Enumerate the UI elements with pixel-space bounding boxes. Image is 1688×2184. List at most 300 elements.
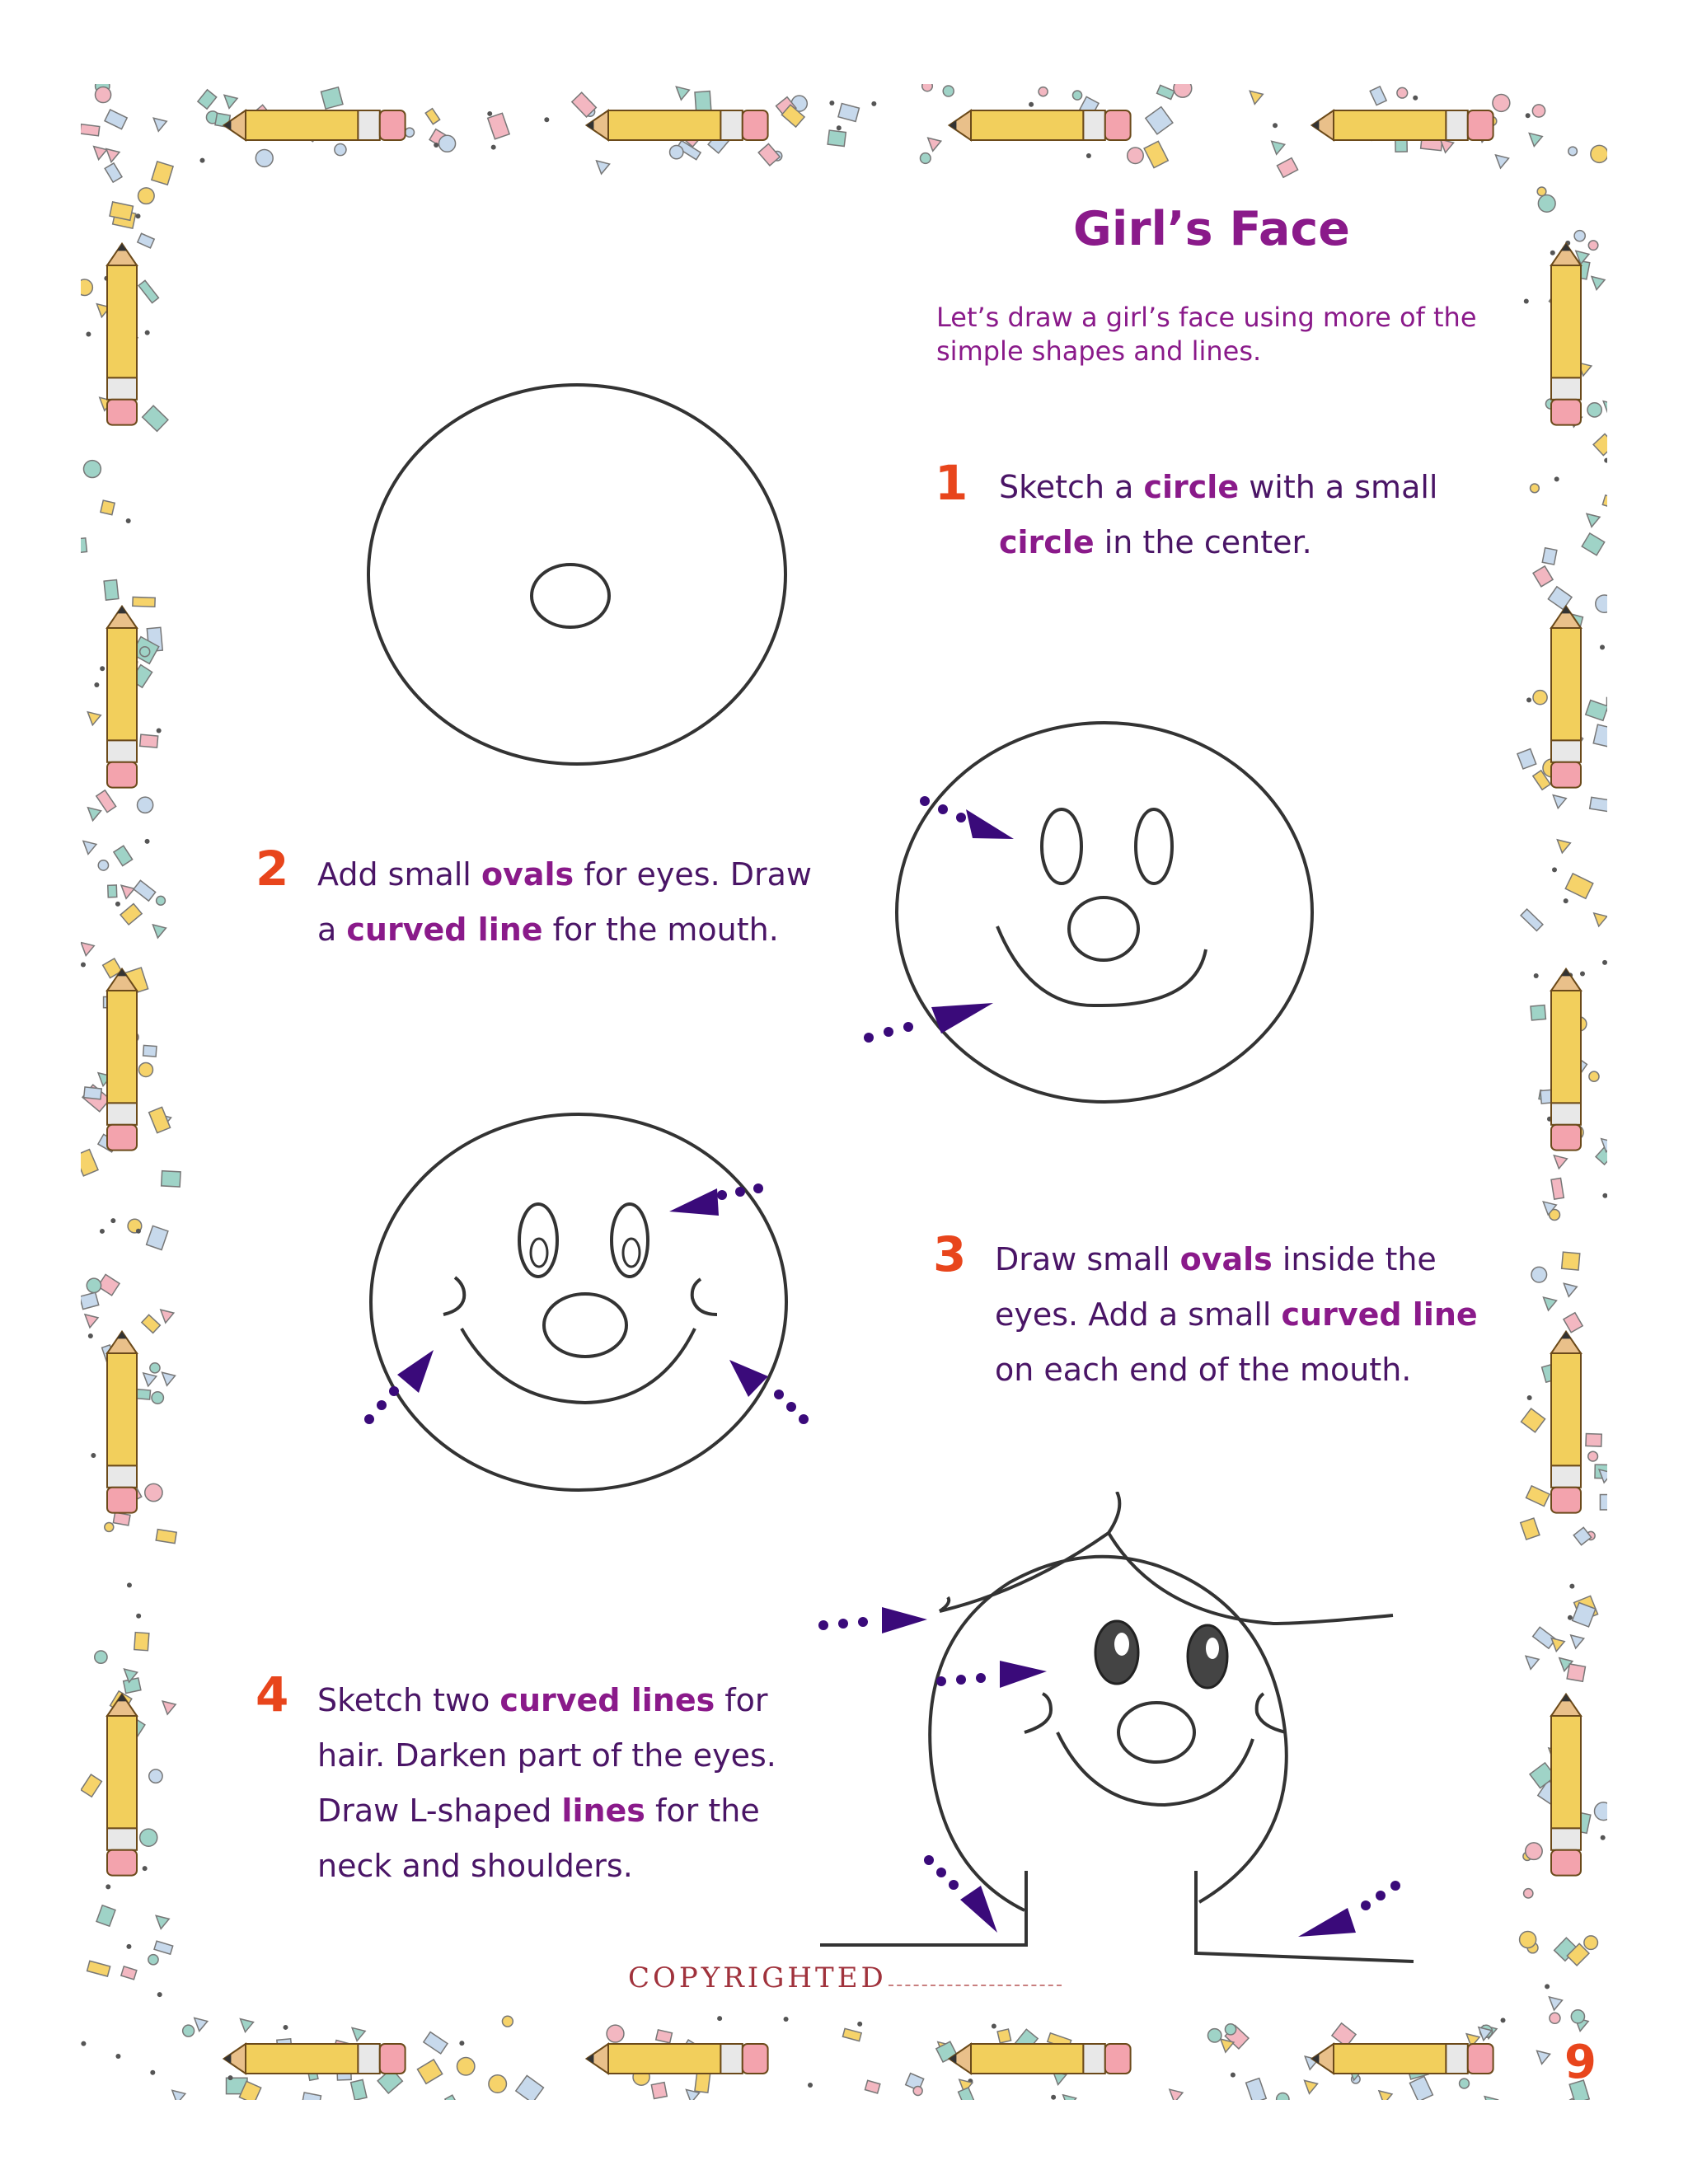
confetti-piece [321, 87, 342, 109]
confetti-piece [1532, 105, 1545, 117]
confetti-piece [1441, 139, 1454, 152]
confetti-piece [1531, 484, 1540, 493]
text-run: for the [645, 1793, 760, 1829]
confetti-piece [1533, 566, 1553, 587]
text-run: neck and shoulders. [317, 1848, 633, 1884]
step-1-number: 1 [935, 455, 968, 511]
confetti-piece [1063, 2095, 1076, 2100]
confetti-piece [120, 904, 142, 925]
right-pupil-oval [623, 1239, 640, 1267]
confetti-piece [1565, 874, 1593, 898]
pencil-icon [1312, 110, 1493, 140]
confetti-dot [1601, 1835, 1606, 1840]
confetti-piece [1587, 403, 1601, 417]
confetti-piece [152, 1392, 163, 1404]
confetti-piece [1551, 1179, 1564, 1200]
confetti-piece [143, 1373, 157, 1386]
confetti-piece [121, 885, 134, 898]
arrow-to-right-shoulder [1298, 1881, 1400, 1937]
confetti-dot [992, 2024, 996, 2029]
confetti-dot [88, 1333, 93, 1338]
confetti-piece [1246, 2079, 1267, 2100]
confetti-piece [997, 2029, 1010, 2043]
confetti-dot [1600, 644, 1605, 649]
confetti-piece [758, 143, 780, 165]
step-1-drawing [354, 375, 799, 779]
confetti-dot [1501, 2018, 1506, 2022]
confetti-piece [87, 1278, 101, 1292]
confetti-dot [491, 145, 496, 150]
confetti-piece [110, 202, 133, 220]
confetti-dot [487, 111, 492, 116]
confetti-piece [502, 2016, 513, 2027]
confetti-piece [142, 1315, 160, 1333]
confetti-piece [106, 149, 120, 162]
confetti-piece [1594, 913, 1607, 926]
confetti-piece [302, 2093, 321, 2100]
confetti-dot [136, 1614, 141, 1619]
confetti-dot [1564, 898, 1568, 903]
confetti-dot [199, 158, 204, 163]
confetti-piece [145, 1483, 162, 1501]
confetti-piece [113, 1512, 130, 1526]
confetti-piece [149, 1107, 171, 1132]
left-eye-oval [1042, 809, 1081, 883]
confetti-piece [489, 2075, 507, 2093]
step-2-text [317, 847, 812, 958]
confetti-piece [1520, 1931, 1536, 1947]
confetti-dot [126, 1944, 131, 1949]
confetti-piece [138, 233, 154, 248]
confetti-piece [1600, 1495, 1607, 1510]
confetti-dot [1550, 251, 1555, 255]
confetti-piece [1586, 701, 1607, 721]
confetti-piece [81, 279, 92, 296]
step-4-line-2 [317, 1728, 776, 1783]
confetti-piece [488, 113, 509, 138]
confetti-dot [86, 332, 91, 337]
step-2-drawing [849, 710, 1352, 1106]
confetti-piece [1582, 533, 1604, 555]
confetti-piece [1568, 147, 1578, 156]
text-run: Sketch two [317, 1682, 500, 1718]
arrow-to-left-shoulder [924, 1855, 997, 1933]
confetti-dot [1231, 2073, 1236, 2078]
confetti-piece [445, 2095, 459, 2100]
confetti-piece [143, 1045, 157, 1057]
confetti-piece [1207, 2029, 1221, 2042]
confetti-piece [1529, 134, 1542, 147]
confetti-piece [457, 2058, 474, 2075]
step-4-line-3 [317, 1783, 776, 1839]
confetti-piece [1397, 87, 1408, 98]
text-run: Sketch a [999, 469, 1144, 505]
pencil-icon [224, 2044, 406, 2074]
intro-text: Let’s draw a girl’s face using more of the simple shapes and lines. [936, 302, 1477, 367]
step-3-line-2 [995, 1287, 1478, 1343]
confetti-piece [224, 95, 237, 108]
pencil-icon [1551, 607, 1581, 788]
confetti-dot [143, 1866, 148, 1871]
confetti-dot [126, 518, 131, 523]
text-run: for the mouth. [542, 912, 779, 948]
confetti-dot [459, 2041, 464, 2046]
pencil-icon [107, 607, 137, 788]
confetti-dot [150, 2070, 155, 2075]
step-1-line-2 [999, 515, 1437, 570]
confetti-piece [1549, 1997, 1562, 2010]
confetti-piece [152, 925, 166, 938]
confetti-piece [81, 538, 87, 553]
confetti-piece [96, 790, 116, 813]
confetti-piece [1370, 87, 1386, 105]
emphasis-term: circle [1143, 469, 1240, 505]
neck-shoulder-left [820, 1871, 1026, 1945]
confetti-piece [81, 1774, 101, 1797]
confetti-piece [1526, 1843, 1542, 1859]
confetti-piece [157, 896, 166, 905]
pencil-icon [1551, 969, 1581, 1151]
confetti-dot [837, 125, 842, 130]
pencil-icon [1312, 2044, 1493, 2074]
text-run: for [715, 1682, 768, 1718]
head-circle [897, 723, 1312, 1102]
confetti-piece [1590, 797, 1607, 812]
arrow-to-left-mouth-end [364, 1350, 434, 1424]
confetti-piece [1174, 84, 1192, 97]
confetti-piece [828, 130, 846, 146]
confetti-piece [156, 1915, 169, 1929]
confetti-piece [1531, 1005, 1545, 1020]
confetti-piece [1526, 1486, 1550, 1507]
confetti-piece [133, 597, 155, 607]
confetti-piece [152, 162, 173, 185]
confetti-piece [1544, 1297, 1557, 1310]
confetti-dot [135, 213, 140, 218]
confetti-piece [83, 841, 96, 854]
arrow-to-eyes [936, 1661, 1047, 1688]
confetti-piece [95, 1651, 107, 1663]
confetti-dot [1602, 1193, 1607, 1198]
confetti-piece [256, 149, 273, 166]
confetti-piece [1573, 1527, 1591, 1544]
confetti-piece [1517, 749, 1536, 769]
confetti-piece [1567, 1664, 1585, 1681]
confetti-piece [405, 128, 414, 137]
confetti-piece [121, 1966, 137, 1980]
confetti-piece [149, 1769, 162, 1783]
text-run: with a small [1239, 469, 1438, 505]
text-run: hair. Darken part of the eyes. [317, 1737, 776, 1774]
text-run: Draw L-shaped [317, 1793, 562, 1829]
confetti-dot [145, 330, 150, 335]
confetti-piece [1484, 2097, 1498, 2100]
confetti-dot [1524, 298, 1529, 303]
confetti-piece [1593, 724, 1607, 748]
confetti-piece [241, 2019, 254, 2032]
step-4-text [317, 1673, 776, 1894]
pencil-icon [587, 2044, 768, 2074]
confetti-piece [96, 1905, 115, 1926]
confetti-dot [784, 2017, 789, 2022]
confetti-piece [162, 1171, 181, 1187]
text-run: for eyes. Draw [574, 856, 812, 893]
confetti-piece [1072, 91, 1081, 100]
confetti-dot [115, 902, 120, 907]
confetti-dot [127, 1582, 132, 1587]
confetti-dot [1604, 458, 1607, 463]
confetti-piece [81, 1292, 99, 1309]
confetti-piece [1225, 2024, 1236, 2035]
confetti-dot [1413, 96, 1418, 101]
arrow-to-mouth [864, 1003, 993, 1043]
confetti-piece [1039, 87, 1048, 96]
confetti-piece [1538, 195, 1555, 213]
confetti-piece [138, 797, 153, 813]
confetti-piece [140, 734, 158, 748]
confetti-piece [138, 1062, 152, 1076]
confetti-dot [1534, 973, 1539, 978]
step-2-line-1 [317, 847, 812, 902]
right-mouth-end [692, 1279, 717, 1315]
confetti-piece [147, 1226, 168, 1249]
confetti-dot [1569, 1584, 1574, 1589]
copyright-underline [889, 1985, 1062, 1986]
step-3-number: 3 [933, 1226, 967, 1282]
confetti-piece [1553, 795, 1566, 808]
confetti-piece [1574, 231, 1585, 241]
right-eye-highlight [1206, 1638, 1219, 1659]
confetti-dot [871, 101, 876, 106]
confetti-piece [335, 144, 346, 156]
step-1-text [999, 460, 1437, 570]
confetti-dot [717, 2016, 722, 2021]
left-eye-highlight [1114, 1633, 1129, 1656]
step-3-drawing [354, 1113, 816, 1525]
confetti-piece [96, 87, 111, 102]
confetti-piece [1146, 107, 1173, 134]
confetti-dot [136, 1229, 141, 1234]
confetti-piece [104, 580, 119, 601]
confetti-piece [695, 91, 711, 112]
confetti-piece [124, 1678, 141, 1693]
confetti-piece [1522, 1408, 1545, 1432]
confetti-piece [597, 161, 610, 174]
confetti-piece [1170, 2089, 1183, 2100]
confetti-piece [1592, 277, 1605, 290]
left-pupil-oval [531, 1239, 547, 1267]
confetti-dot [829, 101, 834, 105]
confetti-piece [88, 808, 101, 821]
confetti-piece [842, 2028, 861, 2041]
emphasis-term: ovals [481, 856, 574, 893]
confetti-dot [1545, 1984, 1550, 1989]
confetti-dot [1273, 123, 1278, 128]
confetti-piece [516, 2075, 544, 2100]
confetti-piece [1571, 1635, 1584, 1648]
confetti-piece [161, 1310, 174, 1323]
confetti-piece [352, 2027, 365, 2041]
confetti-piece [1564, 1283, 1577, 1296]
confetti-piece [1157, 85, 1175, 99]
confetti-piece [1596, 595, 1607, 612]
mouth-curve [462, 1329, 695, 1403]
step-4-number: 4 [256, 1666, 289, 1722]
hair-curve-left [940, 1492, 1119, 1611]
pencil-icon [107, 969, 137, 1151]
emphasis-term: curved line [346, 912, 543, 948]
confetti-dot [1526, 697, 1531, 702]
confetti-piece [1571, 2010, 1584, 2023]
text-run: a [317, 912, 347, 948]
confetti-dot [434, 143, 438, 148]
confetti-piece [143, 405, 168, 431]
text-run: on each end of the mouth. [995, 1352, 1412, 1388]
confetti-piece [114, 846, 133, 865]
confetti-piece [81, 1150, 98, 1176]
hair-curve-right [1109, 1533, 1393, 1624]
confetti-piece [81, 943, 94, 956]
right-eye-oval [1136, 809, 1172, 883]
confetti-piece [1521, 909, 1543, 930]
confetti-piece [928, 138, 941, 151]
confetti-piece [134, 880, 156, 901]
confetti-piece [83, 461, 101, 478]
confetti-piece [87, 712, 101, 725]
confetti-dot [157, 728, 162, 733]
confetti-piece [920, 153, 931, 164]
nose-circle [1118, 1703, 1194, 1762]
confetti-piece [1379, 2091, 1392, 2100]
confetti-piece [1591, 145, 1607, 162]
confetti-piece [1305, 2080, 1318, 2093]
confetti-piece [1586, 1434, 1601, 1447]
confetti-dot [857, 2022, 862, 2027]
head-circle [371, 1114, 786, 1490]
confetti-piece [1460, 2079, 1470, 2088]
confetti-piece [351, 2079, 367, 2100]
pencil-icon [1551, 1694, 1581, 1876]
confetti-dot [115, 2054, 120, 2059]
emphasis-term: circle [999, 524, 1095, 560]
confetti-dot [157, 1992, 162, 1997]
confetti-piece [1277, 158, 1297, 178]
pencil-icon [587, 110, 768, 140]
pencil-icon [1551, 244, 1581, 425]
confetti-dot [228, 2075, 233, 2080]
confetti-dot [283, 2025, 288, 2030]
step-1-line-1 [999, 460, 1437, 515]
right-eye-dark [1188, 1625, 1227, 1688]
confetti-piece [865, 2080, 879, 2093]
confetti-piece [172, 2090, 185, 2100]
confetti-piece [105, 163, 122, 182]
confetti-dot [81, 2041, 86, 2046]
confetti-piece [1128, 148, 1143, 163]
confetti-piece [153, 118, 166, 131]
confetti-piece [1557, 840, 1570, 853]
confetti-piece [1554, 1155, 1567, 1169]
emphasis-term: curved lines [499, 1682, 715, 1718]
confetti-piece [1588, 241, 1598, 251]
confetti-dot [110, 1218, 115, 1223]
pencil-icon [950, 2044, 1131, 2074]
mouth-curve [1057, 1732, 1253, 1805]
confetti-dot [1568, 1615, 1573, 1620]
confetti-piece [1277, 2093, 1289, 2100]
confetti-piece [1589, 1071, 1599, 1081]
confetti-dot [544, 117, 549, 122]
pencil-icon [107, 1694, 137, 1876]
confetti-piece [417, 2060, 442, 2083]
arrow-to-hair [818, 1607, 927, 1633]
confetti-piece [98, 860, 108, 870]
center-circle [532, 565, 609, 627]
confetti-piece [105, 1522, 114, 1531]
pencil-icon [1551, 1332, 1581, 1513]
confetti-piece [140, 647, 150, 657]
arrow-to-right-mouth-end [729, 1360, 809, 1424]
confetti-dot [1602, 960, 1607, 965]
confetti-dot [808, 2083, 813, 2088]
emphasis-term: lines [561, 1793, 645, 1829]
confetti-dot [106, 1884, 110, 1889]
confetti-piece [138, 188, 155, 204]
text-run: eyes. Add a small [995, 1296, 1282, 1333]
confetti-piece [838, 104, 859, 122]
confetti-piece [438, 135, 455, 152]
confetti-piece [651, 2083, 667, 2099]
confetti-piece [424, 2032, 448, 2054]
confetti-dot [91, 1453, 96, 1458]
confetti-piece [85, 1315, 98, 1328]
confetti-piece [1533, 691, 1547, 705]
confetti-dot [100, 1229, 105, 1234]
confetti-piece [1588, 1451, 1598, 1461]
step-4-line-4 [317, 1839, 776, 1894]
page-title: Girl’s Face [1073, 202, 1350, 256]
confetti-piece [156, 1530, 176, 1544]
confetti-piece [1537, 2050, 1550, 2064]
step-3-text [995, 1232, 1478, 1398]
confetti-piece [1550, 2013, 1560, 2023]
confetti-piece [108, 885, 117, 898]
confetti-piece [425, 109, 439, 124]
confetti-piece [198, 90, 217, 109]
neck-shoulder-right [1196, 1871, 1414, 1961]
confetti-piece [1524, 1889, 1533, 1898]
confetti-dot [1554, 476, 1559, 481]
confetti-piece [162, 1701, 176, 1714]
confetti-piece [1551, 1638, 1564, 1652]
confetti-piece [656, 2030, 673, 2043]
confetti-piece [1593, 434, 1607, 455]
confetti-dot [145, 839, 150, 844]
confetti-piece [1587, 513, 1600, 527]
step-3-line-1 [995, 1232, 1478, 1287]
confetti-piece [1542, 548, 1557, 565]
step-4-drawing [812, 1492, 1418, 1986]
head-outline [930, 1557, 1287, 1910]
pencil-icon [950, 110, 1131, 140]
confetti-piece [84, 1087, 102, 1099]
confetti-piece [1595, 1802, 1607, 1821]
emphasis-term: ovals [1179, 1241, 1273, 1277]
step-4-line-1 [317, 1673, 776, 1728]
confetti-piece [913, 2086, 922, 2095]
confetti-piece [943, 86, 954, 96]
pencil-icon [107, 244, 137, 425]
